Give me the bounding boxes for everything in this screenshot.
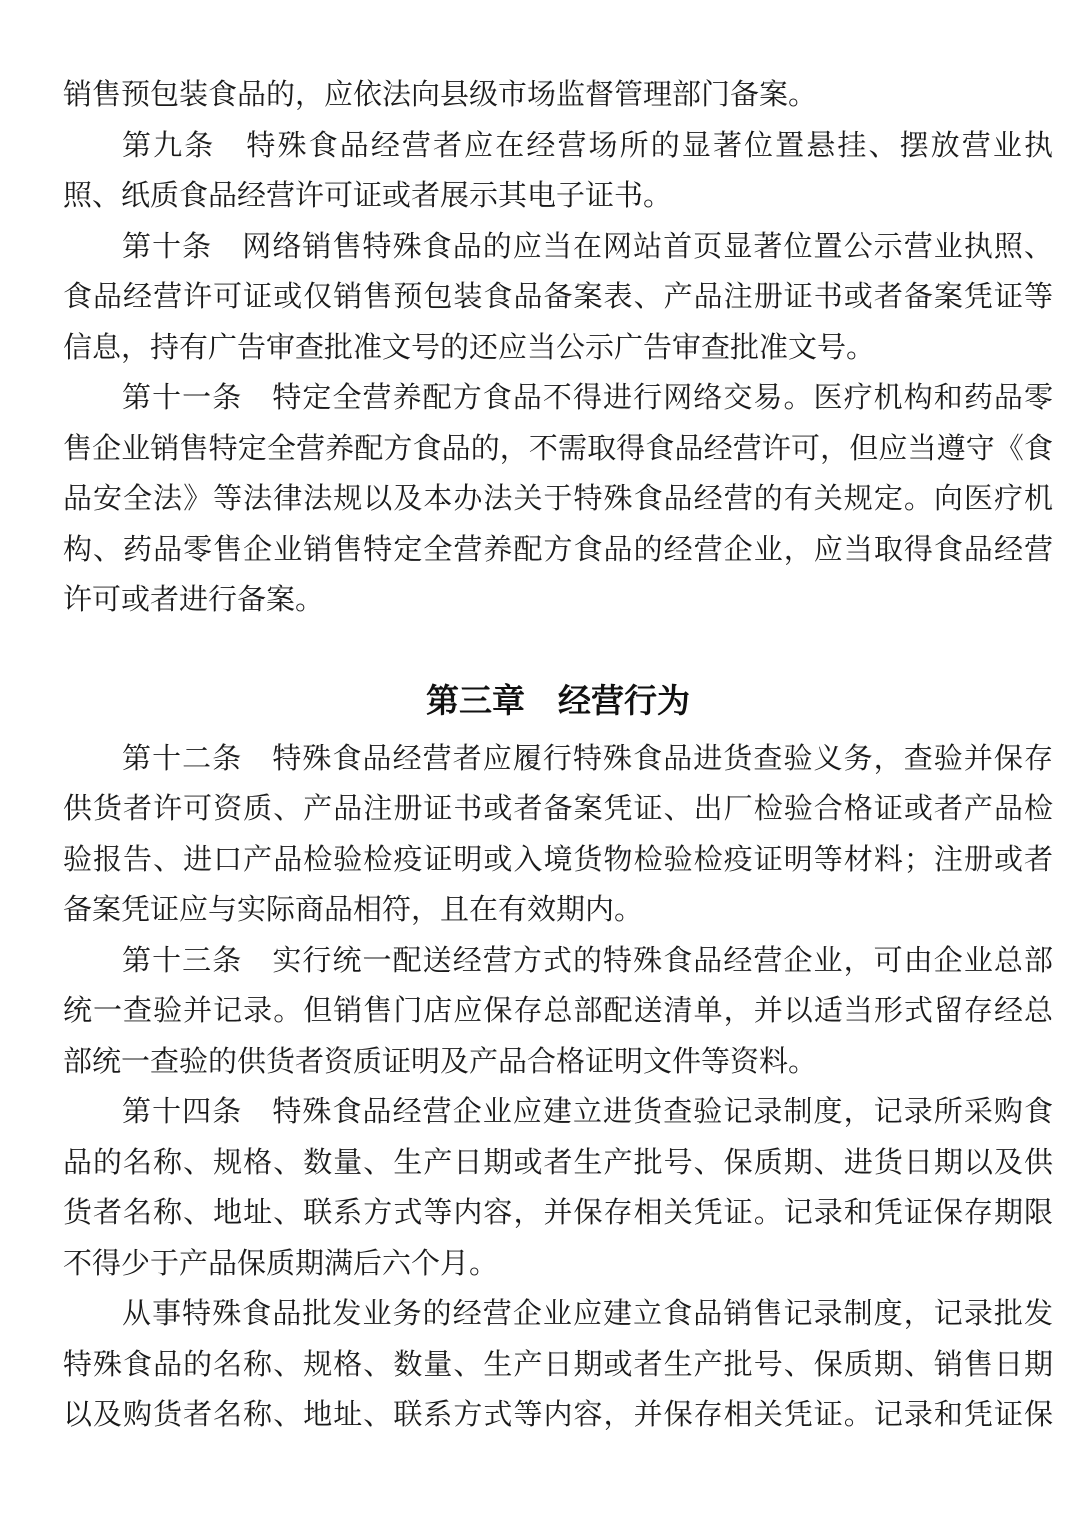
- article-11-paragraph: [63, 373, 1053, 626]
- article-14-paragraph: [63, 1087, 1053, 1289]
- text-line: 第十三条 实行统一配送经营方式的特殊食品经营企业，可由企业总部: [122, 944, 1053, 977]
- text-line: 以及购货者名称、地址、联系方式等内容，并保存相关凭证。记录和凭证保: [63, 1399, 1053, 1431]
- text-line: 验报告、进口产品检验检疫证明或入境货物检验检疫证明等材料；注册或者: [63, 843, 1053, 876]
- text-line: 从事特殊食品批发业务的经营企业应建立食品销售记录制度，记录批发: [122, 1298, 1053, 1330]
- text-line: 食品经营许可证或仅销售预包装食品备案表、产品注册证书或者备案凭证等: [63, 281, 1053, 313]
- text-line: 品的名称、规格、数量、生产日期或者生产批号、保质期、进货日期以及供: [63, 1146, 1053, 1179]
- text-line: 构、药品零售企业销售特定全营养配方食品的经营企业，应当取得食品经营: [63, 533, 1053, 566]
- article-9-paragraph: [63, 121, 1053, 222]
- text-line: 第十一条 特定全营养配方食品不得进行网络交易。医疗机构和药品零: [122, 382, 1053, 414]
- text-line: 第九条 特殊食品经营者应在经营场所的显著位置悬挂、摆放营业执: [122, 129, 1053, 162]
- text-line: 第十四条 特殊食品经营企业应建立进货查验记录制度，记录所采购食: [122, 1096, 1053, 1128]
- paragraph-continuation: [63, 70, 1053, 121]
- text-line: 不得少于产品保质期满后六个月。: [63, 1247, 499, 1280]
- document-content: [63, 70, 1053, 1441]
- text-line: 部统一查验的供货者资质证明及产品合格证明文件等资料。: [63, 1045, 818, 1078]
- article-10-paragraph: [63, 222, 1053, 374]
- text-line: 照、纸质食品经营许可证或者展示其电子证书。: [63, 180, 673, 212]
- text-line: 货者名称、地址、联系方式等内容，并保存相关凭证。记录和凭证保存期限: [63, 1197, 1053, 1229]
- text-line: 售企业销售特定全营养配方食品的，不需取得食品经营许可，但应当遵守《食: [63, 432, 1053, 465]
- article-12-paragraph: [63, 734, 1053, 936]
- text-line: 品安全法》等法律法规以及本办法关于特殊食品经营的有关规定。向医疗机: [63, 483, 1053, 515]
- text-line: 第十条 网络销售特殊食品的应当在网站首页显著位置公示营业执照、: [122, 230, 1053, 263]
- chapter-heading: 第三章 经营行为: [426, 682, 690, 719]
- text-line: 供货者许可资质、产品注册证书或者备案凭证、出厂检验合格证或者产品检: [63, 793, 1053, 825]
- text-line: 统一查验并记录。但销售门店应保存总部配送清单，并以适当形式留存经总: [63, 995, 1053, 1027]
- paragraph-wholesale-records: [63, 1289, 1053, 1441]
- text-line: 特殊食品的名称、规格、数量、生产日期或者生产批号、保质期、销售日期: [63, 1348, 1053, 1381]
- text-line: 信息，持有广告审查批准文号的还应当公示广告审查批准文号。: [63, 331, 876, 364]
- article-13-paragraph: [63, 936, 1053, 1088]
- blank-line: [63, 626, 1053, 677]
- text-line: 备案凭证应与实际商品相符，且在有效期内。: [63, 894, 644, 926]
- text-line: 许可或者进行备案。: [63, 584, 325, 616]
- text-line: 销售预包装食品的，应依法向县级市场监督管理部门备案。: [63, 79, 818, 111]
- text-line: 第十二条 特殊食品经营者应履行特殊食品进货查验义务，查验并保存: [122, 742, 1053, 775]
